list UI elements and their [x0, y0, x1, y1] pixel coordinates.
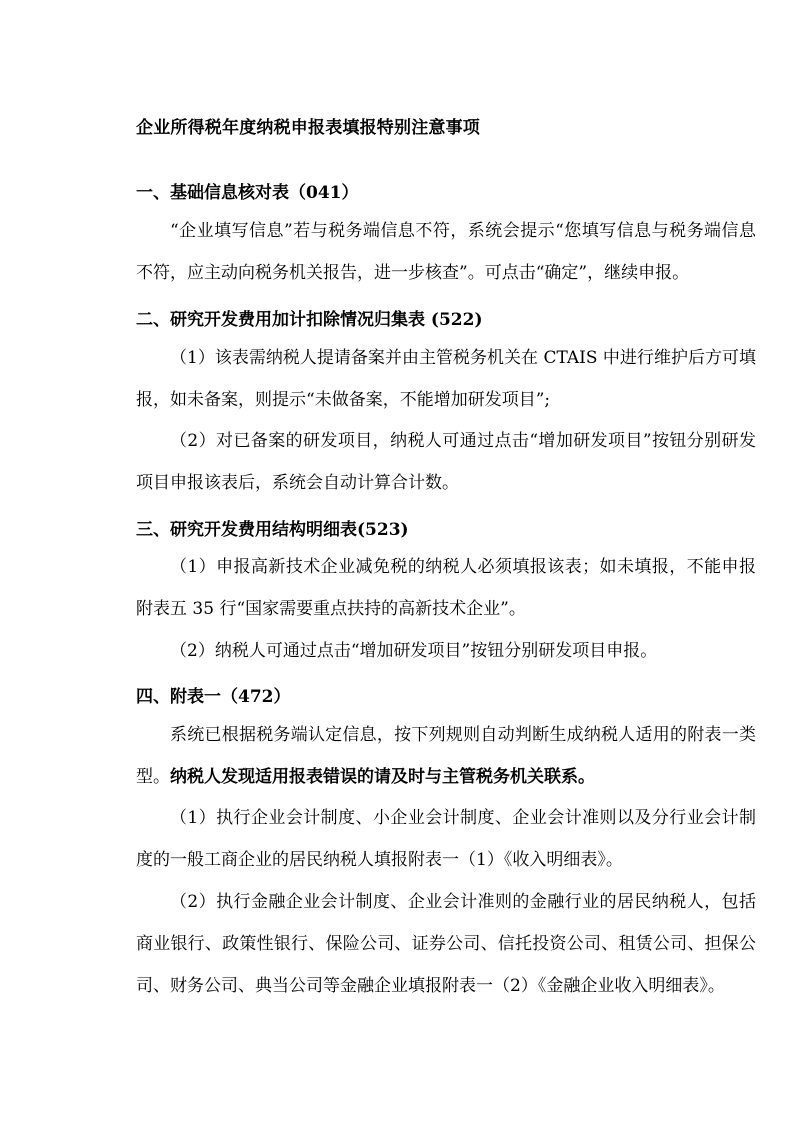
section-4-item-1: （1）执行企业会计制度、小企业会计制度、企业会计准则以及分行业会计制度的一般工商企业的居民纳税人填报附表一（1）《收入明细表》。 — [136, 808, 756, 870]
section-3-heading: 三、研究开发费用结构明细表(523) — [136, 520, 409, 540]
section-2-item-2: （2）对已备案的研发项目，纳税人可通过点击“增加研发项目”按钮分别研发项目申报该表后，系统会自动计算合计数。 — [136, 431, 756, 493]
section-3-item-1: （1）申报高新技术企业减免税的纳税人必须填报该表；如未填报，不能申报附表五 35 行“国家需要重点扶持的高新技术企业”。 — [136, 557, 756, 619]
page-title: 企业所得税年度纳税申报表填报特别注意事项 — [136, 118, 480, 138]
section-4-intro-text: 系统已根据税务端认定信息，按下列规则自动判断生成纳税人适用的附表一类型。 — [136, 725, 756, 787]
section-4-heading: 四、附表一（472） — [136, 687, 291, 707]
section-4-item-2: （2）执行金融企业会计制度、企业会计准则的金融行业的居民纳税人，包括商业银行、政策性银行、保险公司、证券公司、信托投资公司、租赁公司、担保公司、财务公司、典当公司等金融企业填报附表一（2）《金融企业收入明细表》。 — [136, 892, 756, 996]
section-4-intro-notice: 纳税人发现适用报表错误的请及时与主管税务机关联系。 — [170, 767, 595, 787]
section-4-intro — [136, 714, 756, 798]
section-2-heading: 二、研究开发费用加计扣除情况归集表 (522) — [136, 310, 483, 330]
section-3-item-2: （2）纳税人可通过点击“增加研发项目”按钮分别研发项目申报。 — [170, 641, 658, 661]
section-1-heading: 一、基础信息核对表（041） — [136, 183, 359, 203]
section-2-item-1: （1）该表需纳税人提请备案并由主管税务机关在 CTAIS 中进行维护后方可填报，如未备案，则提示“未做备案，不能增加研发项目”; — [136, 348, 756, 410]
section-1-paragraph: “企业填写信息”若与税务端信息不符，系统会提示“您填写信息与税务端信息不符，应主动向税务机关报告，进一步核查”。可点击“确定”，继续申报。 — [136, 221, 756, 283]
